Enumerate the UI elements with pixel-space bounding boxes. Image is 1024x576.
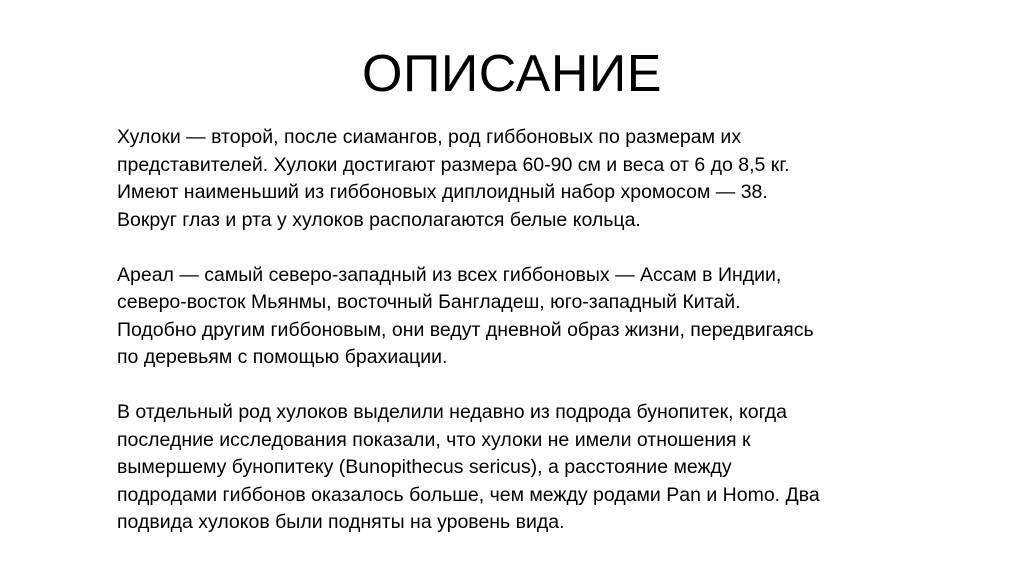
paragraph-range — [117, 262, 997, 372]
paragraph-description — [117, 124, 997, 234]
text-line: Вокруг глаз и рта у хулоков располагаются белые кольца. — [117, 208, 641, 231]
text-line: Подобно другим гиббоновым, они ведут дневной образ жизни, передвигаясь — [117, 318, 814, 341]
text-line: подродами гиббонов оказалось больше, чем между родами Pan и Homo. Два — [117, 483, 820, 506]
text-line: В отдельный род хулоков выделили недавно из подрода бунопитек, когда — [117, 401, 788, 423]
slide-body — [117, 124, 997, 564]
text-line: вымершему бунопитеку (Bunopithecus sericus), а расстояние между — [117, 456, 732, 478]
paragraph-taxonomy — [117, 399, 997, 537]
text-line: представителей. Хулоки достигают размера 60-90 см и веса от 6 до 8,5 кг. — [117, 153, 790, 176]
text-line: северо-восток Мьянмы, восточный Бангладеш, юго-западный Китай. — [117, 291, 741, 313]
text-line: Хулоки — второй, после сиамангов, род гиббоновых по размерам их — [117, 126, 742, 148]
text-line: Имеют наименьший из гиббоновых диплоидный набор хромосом — 38. — [117, 181, 768, 203]
slide-title: ОПИСАНИЕ — [362, 45, 662, 103]
text-line: последние исследования показали, что хулоки не имели отношения к — [117, 428, 751, 451]
text-line: по деревьям с помощью брахиации. — [117, 346, 448, 368]
text-line: подвида хулоков были подняты на уровень вида. — [117, 511, 565, 533]
text-line: Ареал — самый северо-западный из всех гиббоновых — Ассам в Индии, — [117, 263, 782, 286]
